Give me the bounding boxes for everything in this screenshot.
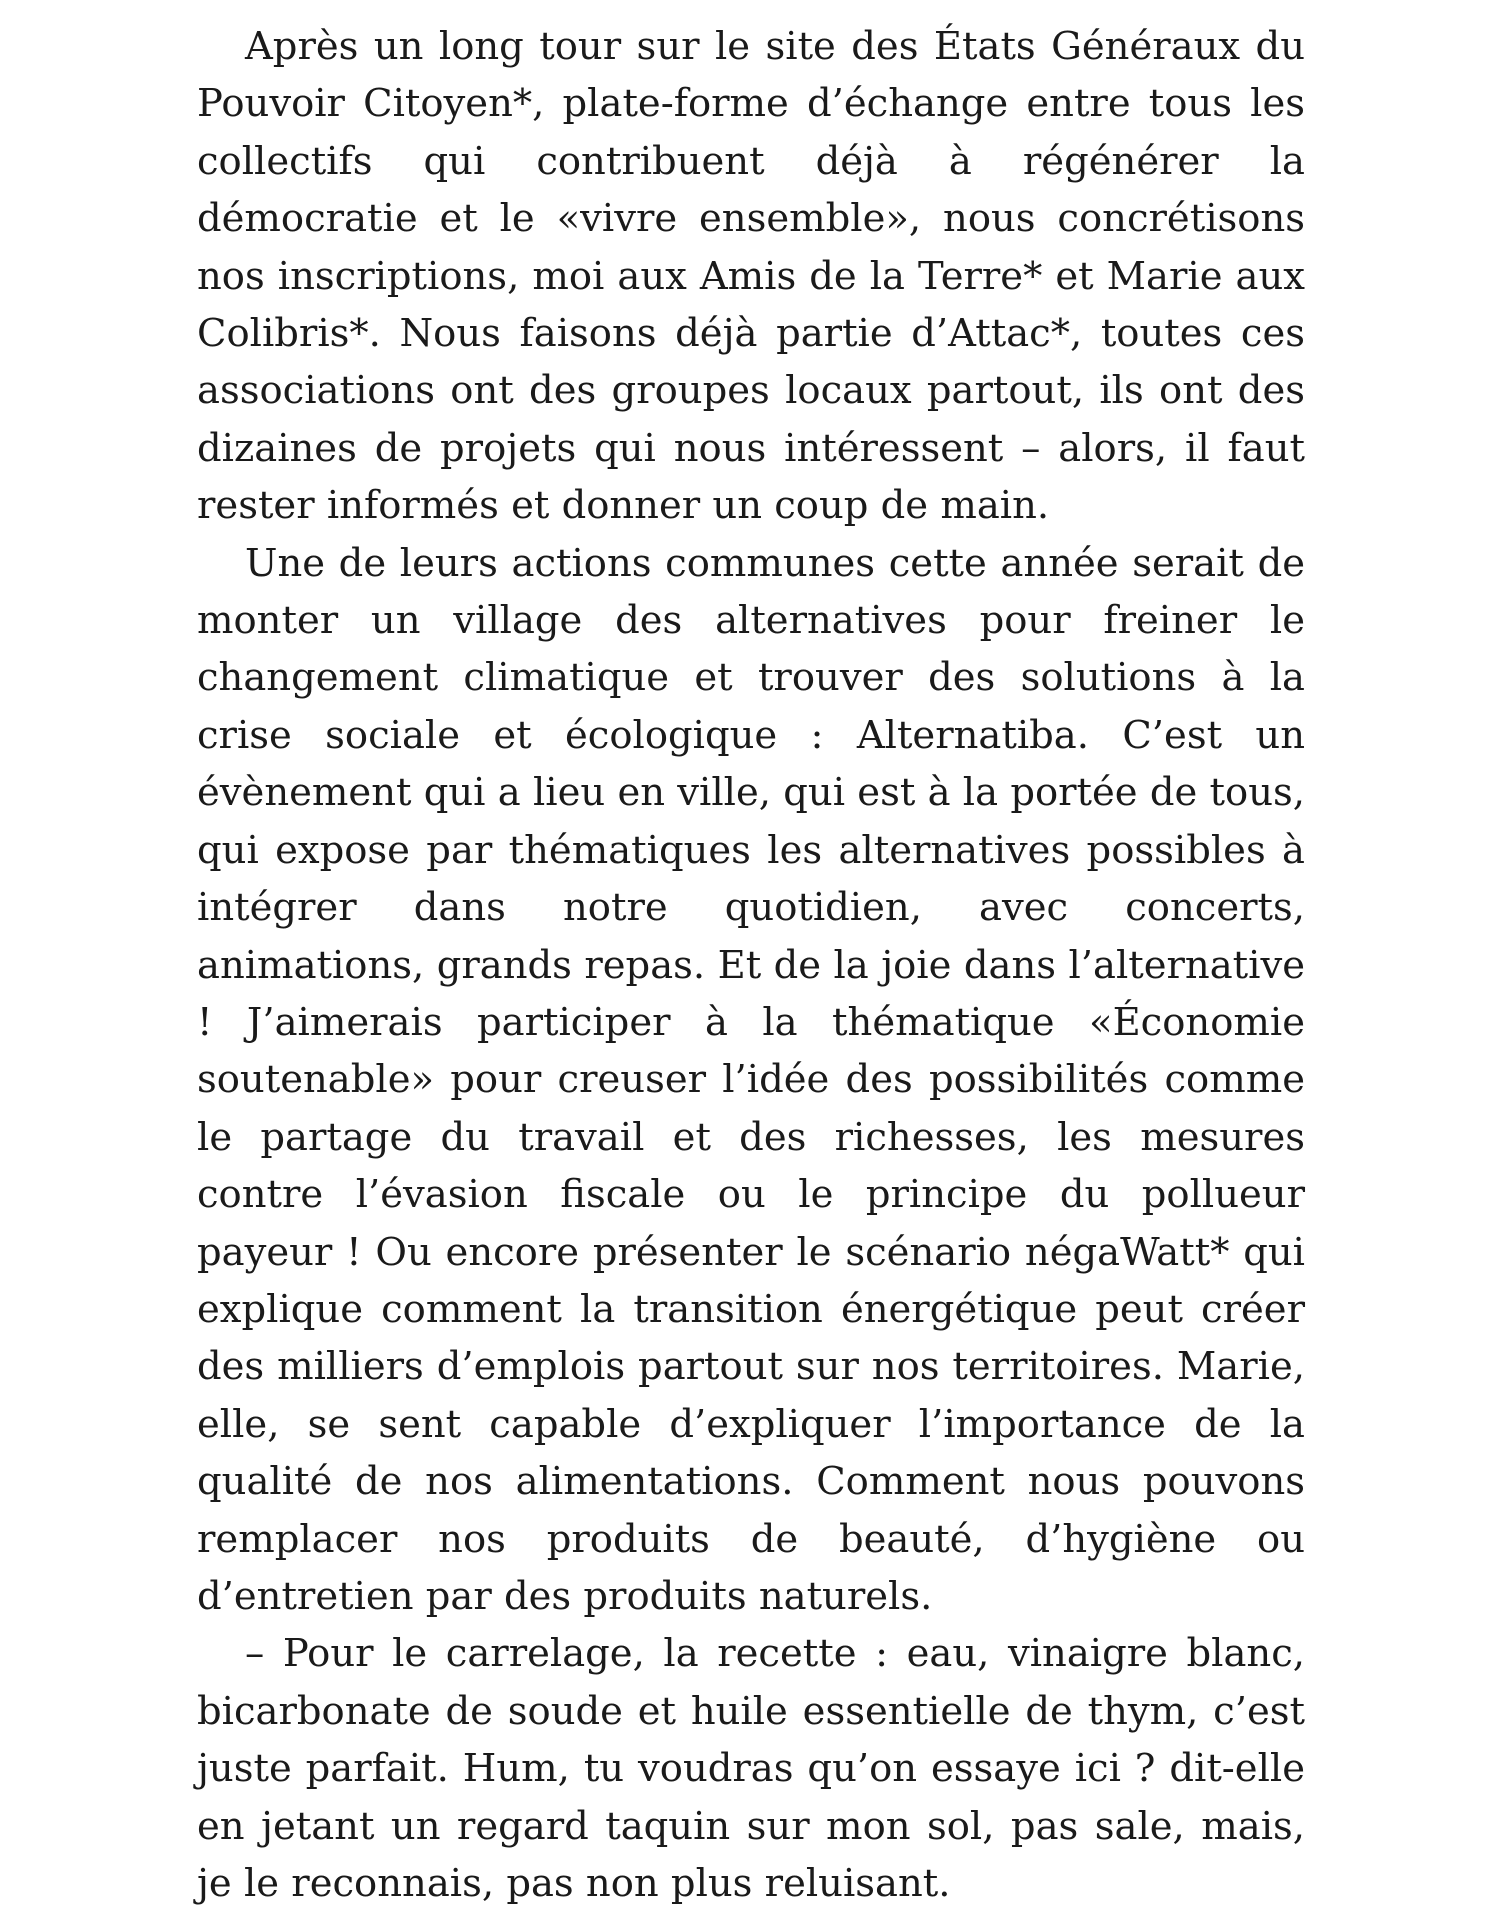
paragraph-2: Une de leurs actions communes cette année serait de monter un village des alternatives pour freiner le changement climatique et trouver des solutions à la crise sociale et écologique : Alternatiba. C’est un évènement qui a lieu en ville, qui est à la portée de tous, qui expose par thématiques les alternatives possibles à intégrer dans notre quotidien, avec concerts, animations, grands repas. Et de la joie dans l’alternative ! J’aimerais participer à la thématique «Économie soutenable» pour creuser l’idée des possibilités comme le partage du travail et des richesses, les mesures contre l’évasion fiscale ou le principe du pollueur payeur ! Ou encore présenter le scénario négaWatt* qui explique comment la transition énergétique peut créer des milliers d’emplois partout sur nos territoires. Marie, elle, se sent capable d’expliquer l’importance de la qualité de nos alimentations. Comment nous pouvons remplacer nos produits de beauté, d’hygiène ou d’entretien par des produits naturels. bbox=[197, 540, 1305, 1619]
paragraph-3: – Pour le carrelage, la recette : eau, vinaigre blanc, bicarbonate de soude et huile essentielle de thym, c’est juste parfait. Hum, tu voudras qu’on essaye ici ? dit-elle en jetant un regard taquin sur mon sol, pas sale, mais, je le reconnais, pas non plus reluisant. bbox=[197, 1631, 1305, 1906]
paragraph-1: Après un long tour sur le site des États Généraux du Pouvoir Citoyen*, plate-forme d’échange entre tous les collectifs qui contribuent déjà à régénérer la démocratie et le «vivre ensemble», nous concrétisons nos inscriptions, moi aux Amis de la Terre* et Marie aux Colibris*. Nous faisons déjà partie d’Attac*, toutes ces associations ont des groupes locaux partout, ils ont des dizaines de projets qui nous intéressent – alors, il faut rester informés et donner un coup de main. bbox=[197, 24, 1305, 529]
book-page bbox=[197, 18, 1305, 1912]
